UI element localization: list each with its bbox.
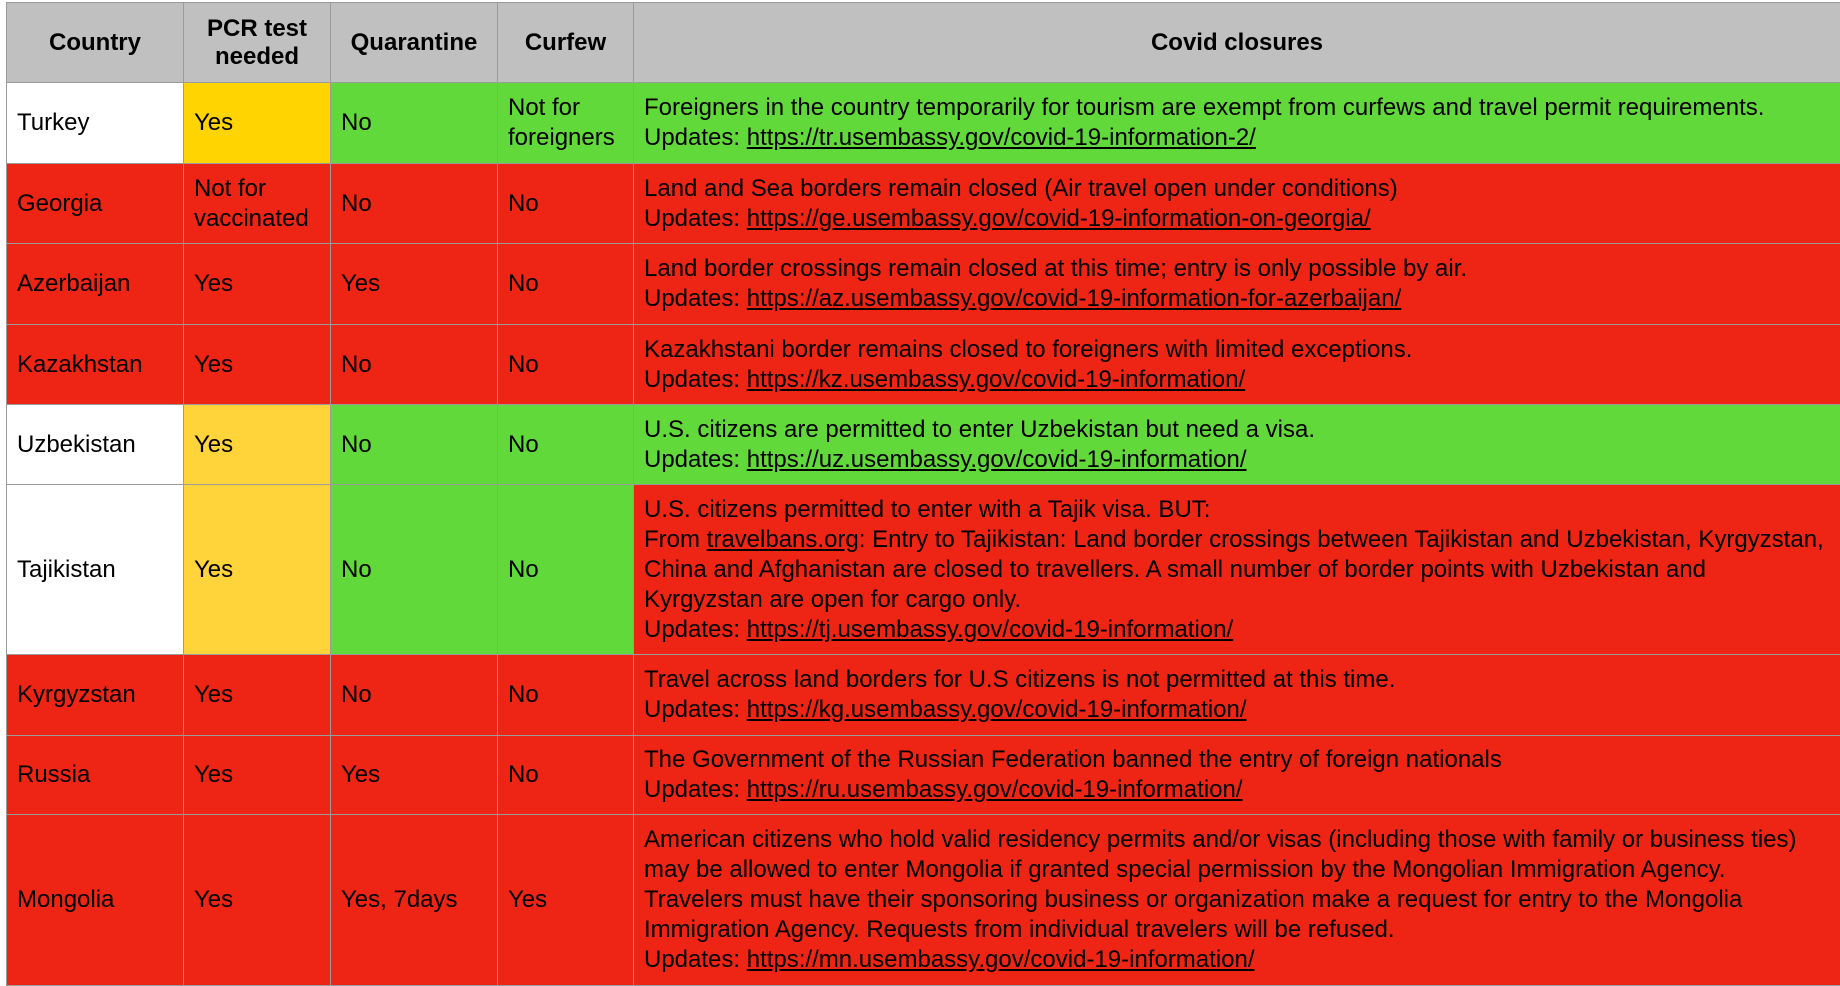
header-country[interactable]: Country xyxy=(7,3,184,83)
from-label: From xyxy=(644,525,707,553)
cell-quarantine[interactable]: Yes, 7days xyxy=(331,815,498,986)
cell-country[interactable]: Tajikistan xyxy=(7,485,184,655)
cell-curfew[interactable]: No xyxy=(498,485,634,655)
table-row-mongolia xyxy=(7,815,1840,986)
updates-link[interactable]: https://mn.usembassy.gov/covid-19-information/ xyxy=(746,946,1255,973)
updates-label: Updates: xyxy=(644,946,747,973)
cell-curfew[interactable]: No xyxy=(498,736,634,815)
updates-label: Updates: xyxy=(644,124,747,151)
table-row-russia xyxy=(7,736,1840,815)
updates-link[interactable]: https://az.usembassy.gov/covid-19-information-for-azerbaijan/ xyxy=(746,285,1402,312)
cell-country[interactable]: Azerbaijan xyxy=(7,244,184,325)
cell-country[interactable]: Kazakhstan xyxy=(7,325,184,405)
updates-link[interactable]: https://kz.usembassy.gov/covid-19-information/ xyxy=(746,365,1246,393)
closure-text: The Government of the Russian Federation banned the entry of foreign nationals xyxy=(644,746,1502,773)
updates-link[interactable]: https://ge.usembassy.gov/covid-19-information-on-georgia/ xyxy=(746,204,1371,232)
cell-quarantine[interactable]: No xyxy=(331,164,498,244)
cell-country[interactable]: Mongolia xyxy=(7,815,184,986)
cell-curfew[interactable]: Not for foreigners xyxy=(498,83,634,164)
cell-pcr[interactable]: Yes xyxy=(184,736,331,815)
updates-label: Updates: xyxy=(644,204,747,232)
cell-pcr[interactable]: Yes xyxy=(184,83,331,164)
cell-closures[interactable] xyxy=(634,325,1840,405)
table-row-turkey xyxy=(7,83,1840,164)
cell-pcr[interactable]: Yes xyxy=(184,244,331,325)
cell-closures[interactable] xyxy=(634,736,1840,815)
closure-text: Kazakhstani border remains closed to foreigners with limited exceptions. xyxy=(644,335,1413,363)
table-row-kyrgyzstan xyxy=(7,655,1840,736)
updates-label: Updates: xyxy=(644,696,747,723)
cell-country[interactable]: Russia xyxy=(7,736,184,815)
cell-curfew[interactable]: No xyxy=(498,655,634,736)
covid-travel-table xyxy=(6,2,1840,986)
updates-label: Updates: xyxy=(644,365,747,393)
closure-text: U.S. citizens are permitted to enter Uzbekistan but need a visa. xyxy=(644,415,1316,443)
cell-closures[interactable] xyxy=(634,485,1840,655)
header-row xyxy=(7,3,1840,83)
cell-country[interactable]: Kyrgyzstan xyxy=(7,655,184,736)
table-row-azerbaijan xyxy=(7,244,1840,325)
cell-pcr[interactable]: Yes xyxy=(184,815,331,986)
cell-closures[interactable] xyxy=(634,815,1840,986)
table-row-tajikistan xyxy=(7,485,1840,655)
header-pcr-test[interactable]: PCR test needed xyxy=(184,3,331,83)
updates-link[interactable]: https://tj.usembassy.gov/covid-19-information/ xyxy=(746,615,1234,643)
cell-closures[interactable] xyxy=(634,164,1840,244)
table-row-georgia xyxy=(7,164,1840,244)
closure-text: Land border crossings remain closed at this time; entry is only possible by air. xyxy=(644,255,1468,282)
cell-pcr[interactable]: Yes xyxy=(184,325,331,405)
cell-country[interactable]: Uzbekistan xyxy=(7,405,184,485)
header-curfew[interactable]: Curfew xyxy=(498,3,634,83)
cell-closures[interactable] xyxy=(634,244,1840,325)
closure-text: American citizens who hold valid residency permits and/or visas (including those with family or business ties) may be allowed to enter Mongolia if granted special permission by the Mongolian Immigration Agency. Travelers must have their sponsoring business or organization make a request for entry to the Mongolia Immigration Agency. Requests from individual travelers will be refused. xyxy=(644,826,1797,943)
cell-quarantine[interactable]: No xyxy=(331,405,498,485)
header-quarantine[interactable]: Quarantine xyxy=(331,3,498,83)
cell-curfew[interactable]: No xyxy=(498,405,634,485)
cell-quarantine[interactable]: No xyxy=(331,83,498,164)
cell-country[interactable]: Georgia xyxy=(7,164,184,244)
cell-curfew[interactable]: No xyxy=(498,244,634,325)
cell-country[interactable]: Turkey xyxy=(7,83,184,164)
closure-text: Travel across land borders for U.S citizens is not permitted at this time. xyxy=(644,666,1396,693)
updates-label: Updates: xyxy=(644,285,747,312)
cell-quarantine[interactable]: No xyxy=(331,485,498,655)
cell-closures[interactable] xyxy=(634,655,1840,736)
table-row-uzbekistan xyxy=(7,405,1840,485)
cell-pcr[interactable]: Yes xyxy=(184,485,331,655)
updates-link[interactable]: https://kg.usembassy.gov/covid-19-information/ xyxy=(746,696,1247,723)
updates-link[interactable]: https://ru.usembassy.gov/covid-19-information/ xyxy=(746,776,1243,803)
cell-curfew[interactable]: No xyxy=(498,164,634,244)
updates-label: Updates: xyxy=(644,445,747,473)
cell-quarantine[interactable]: No xyxy=(331,655,498,736)
updates-label: Updates: xyxy=(644,615,747,643)
closure-line-1: U.S. citizens permitted to enter with a Tajik visa. BUT: xyxy=(644,495,1211,523)
table-row-kazakhstan xyxy=(7,325,1840,405)
closure-text: Land and Sea borders remain closed (Air travel open under conditions) xyxy=(644,174,1398,202)
updates-link[interactable]: https://uz.usembassy.gov/covid-19-information/ xyxy=(746,445,1247,473)
cell-quarantine[interactable]: No xyxy=(331,325,498,405)
cell-pcr[interactable]: Not for vaccinated xyxy=(184,164,331,244)
cell-pcr[interactable]: Yes xyxy=(184,405,331,485)
updates-label: Updates: xyxy=(644,776,747,803)
cell-curfew[interactable]: Yes xyxy=(498,815,634,986)
cell-closures[interactable] xyxy=(634,83,1840,164)
cell-closures[interactable] xyxy=(634,405,1840,485)
updates-link[interactable]: https://tr.usembassy.gov/covid-19-information-2/ xyxy=(746,124,1256,151)
cell-quarantine[interactable]: Yes xyxy=(331,736,498,815)
closure-text: : Entry to Tajikistan: Land border crossings between Tajikistan and Uzbekistan, Kyrgyzstan, China and Afghanistan are closed to travellers. A small number of border points with Uzbekistan and Kyrgyzstan are open for cargo only. xyxy=(644,525,1824,613)
cell-pcr[interactable]: Yes xyxy=(184,655,331,736)
header-covid-closures[interactable]: Covid closures xyxy=(634,3,1840,83)
closure-text: Foreigners in the country temporarily for tourism are exempt from curfews and travel permit requirements. xyxy=(644,94,1765,121)
cell-quarantine[interactable]: Yes xyxy=(331,244,498,325)
cell-curfew[interactable]: No xyxy=(498,325,634,405)
travelbans-link[interactable]: travelbans.org xyxy=(706,525,859,553)
